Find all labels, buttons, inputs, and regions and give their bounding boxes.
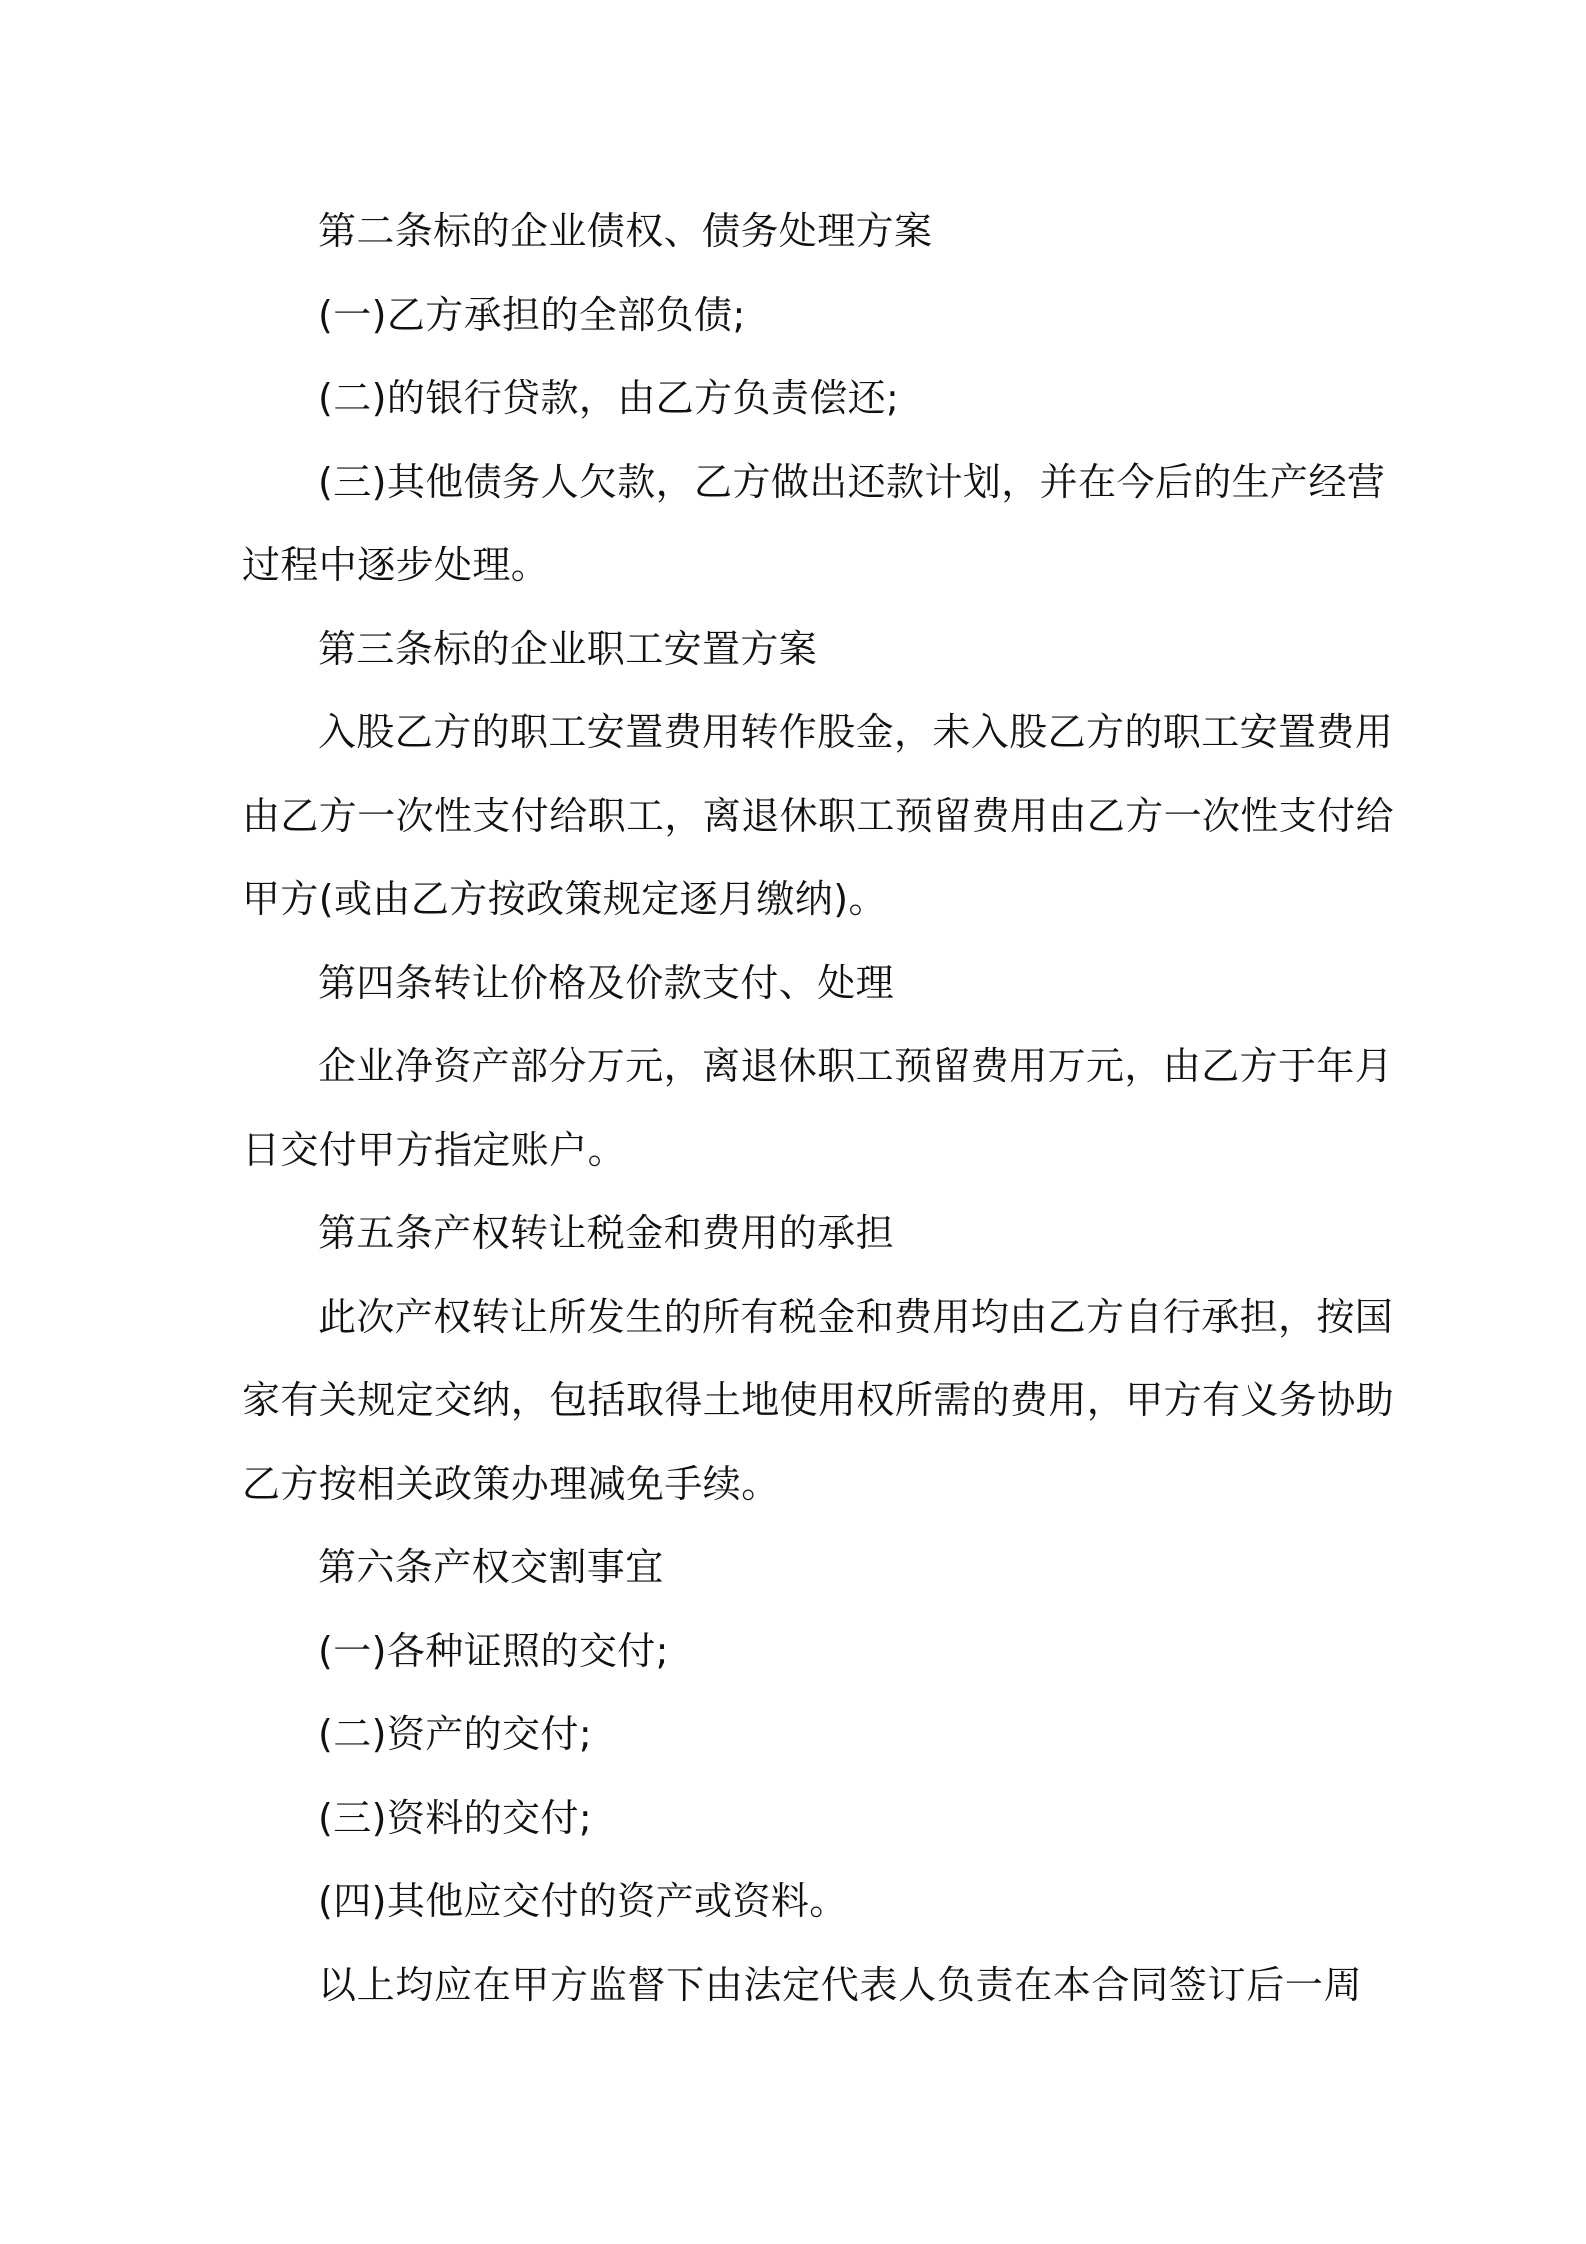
text-line: 第四条转让价格及价款支付、处理 (318, 960, 895, 1005)
text-line: (三)其他债务人欠款，乙方做出还款计划，并在今后的生产经营 (318, 459, 1386, 504)
article-6-item-4 (242, 1860, 1362, 1944)
article-2-heading (242, 190, 1362, 274)
article-3-heading (242, 608, 1362, 692)
text-line: 第六条产权交割事宜 (318, 1545, 664, 1589)
text-line: (四)其他应交付的资产或资料。 (318, 1879, 848, 1923)
article-5-heading (242, 1192, 1362, 1276)
text-line: 甲方(或由乙方按政策规定逐月缴纳)。 (242, 877, 887, 921)
article-4-body (242, 1025, 1394, 1192)
text-line: 家有关规定交纳，包括取得土地使用权所需的费用，甲方有义务协助 (242, 1378, 1395, 1422)
article-2-item-1 (242, 274, 1362, 358)
text-line: (一)各种证照的交付; (318, 1628, 669, 1673)
text-line: 第五条产权转让税金和费用的承担 (318, 1211, 895, 1255)
text-line: (二)的银行贷款，由乙方负责偿还; (318, 376, 900, 420)
article-2-item-3 (242, 441, 1386, 608)
text-line: (二)资产的交付; (318, 1712, 593, 1756)
article-6-heading (242, 1526, 1362, 1610)
text-line: 此次产权转让所发生的所有税金和费用均由乙方自行承担，按国 (318, 1294, 1394, 1339)
article-6-item-3 (242, 1777, 1362, 1861)
article-5-body (242, 1276, 1395, 1527)
text-line: (三)资料的交付; (318, 1795, 593, 1840)
text-line: 企业净资产部分万元，离退休职工预留费用万元，由乙方于年月 (318, 1044, 1394, 1088)
text-line: 乙方按相关政策办理减免手续。 (242, 1461, 780, 1506)
article-2-item-2 (242, 357, 1362, 441)
text-line: 日交付甲方指定账户。 (242, 1127, 627, 1172)
text-line: 第三条标的企业职工安置方案 (318, 626, 818, 671)
article-4-heading (242, 942, 1362, 1026)
text-line: (一)乙方承担的全部负债; (318, 292, 746, 337)
text-line: 入股乙方的职工安置费用转作股金，未入股乙方的职工安置费用 (318, 710, 1394, 754)
text-line: 第二条标的企业债权、债务处理方案 (318, 209, 933, 253)
text-line: 过程中逐步处理。 (242, 543, 550, 587)
article-6-item-2 (242, 1693, 1362, 1777)
article-6-body (242, 1944, 1362, 2028)
article-3-body (242, 691, 1395, 942)
text-line: 以上均应在甲方监督下由法定代表人负责在本合同签订后一周 (318, 1962, 1362, 2007)
document-body (242, 190, 1395, 2027)
article-6-item-1 (242, 1610, 1362, 1694)
text-line: 由乙方一次性支付给职工，离退休职工预留费用由乙方一次性支付给 (242, 793, 1395, 838)
